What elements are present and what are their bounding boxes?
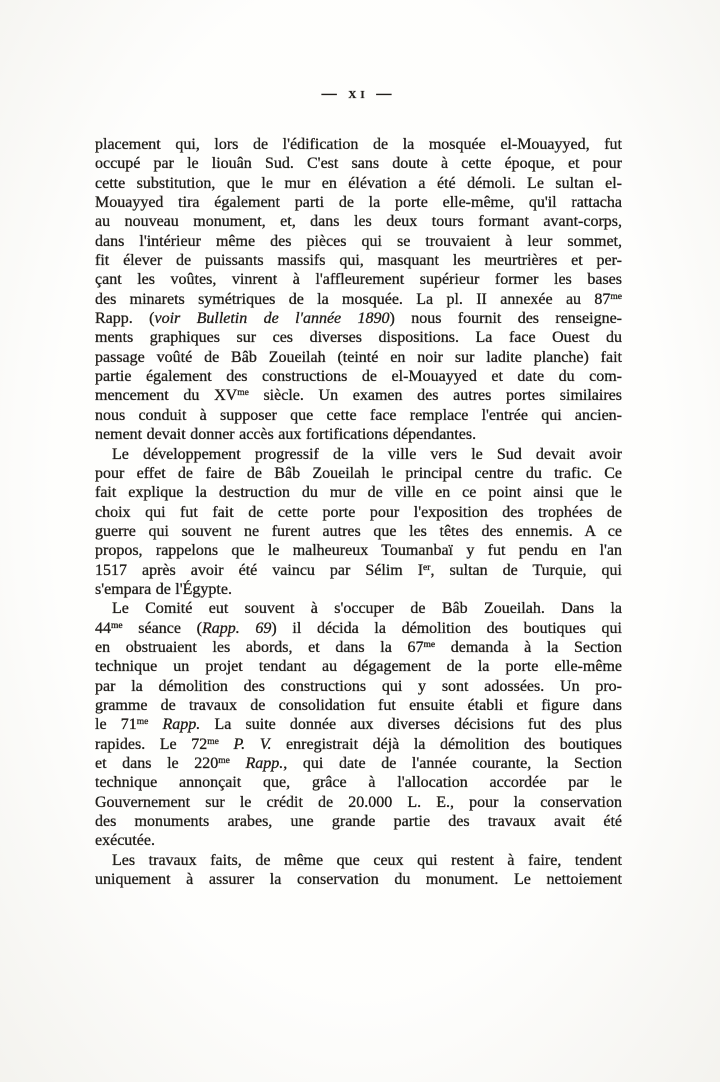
text-line: s'empara de l'Égypte. xyxy=(95,580,232,598)
text-line: fait explique la destruction du mur de ville en ce point ainsi que le xyxy=(95,484,622,502)
text-line: ments graphiques sur ces diverses dispositions. La face Ouest du xyxy=(95,329,622,347)
text-line: au nouveau monument, et, dans les deux tours formant avant-corps, xyxy=(95,213,622,231)
text-line: gramme de travaux de consolidation fut ensuite établi et figure dans xyxy=(95,696,622,714)
text-line: placement qui, lors de l'édification de la mosquée el-Mouayyed, fut xyxy=(95,136,622,153)
text-line: Gouvernement sur le crédit de 20.000 L. E., pour la conservation xyxy=(95,793,622,811)
text-line: Rapp. (voir Bulletin de l'année 1890) nous fournit des renseigne- xyxy=(95,310,623,328)
text-line: nement devait donner accès aux fortifications dépendantes. xyxy=(95,426,477,444)
text-line: technique annonçait que, grâce à l'allocation accordée par le xyxy=(95,774,622,792)
text-line: des monuments arabes, une grande partie des travaux avait été xyxy=(95,813,622,831)
text-line: en obstruaient les abords, et dans la $67^{me}$ demanda à la Section xyxy=(95,638,623,656)
text-line: Le Comité eut souvent à s'occuper de Bâb Zoueilah. Dans la xyxy=(112,600,622,618)
paragraph xyxy=(95,135,622,445)
text-line: $44^{me}$ séance (Rapp. 69) il décida la démolition des boutiques qui xyxy=(95,619,622,637)
text-line: propos, rappelons que le malheureux Toumanbaï y fut pendu en l'an xyxy=(95,542,622,560)
text-line: occupé par le liouân Sud. C'est sans doute à cette époque, et pour xyxy=(95,155,622,173)
text-line: guerre qui souvent ne furent autres que les têtes des ennemis. A ce xyxy=(95,522,622,540)
text-line: cette substitution, que le mur en élévation a été démoli. Le sultan el- xyxy=(95,174,622,192)
text-line: mencement du $XV^{me}$ siècle. Un examen des autres portes similaires xyxy=(95,387,622,405)
text-line: 1517 après avoir été vaincu par Sélim Ier, sultan de Turquie, qui xyxy=(95,561,623,579)
text-line: nous conduit à supposer que cette face remplace l'entrée qui ancien- xyxy=(95,406,622,424)
text-line: Les travaux faits, de même que ceux qui restent à faire, tendent xyxy=(112,851,622,869)
text-line: pour effet de faire de Bâb Zoueilah le principal centre du trafic. Ce xyxy=(95,464,622,482)
text-line: le $71^{me}$ Rapp. La suite donnée aux diverses décisions fut des plus xyxy=(95,716,623,734)
text-line: çant les voûtes, vinrent à l'affleurement supérieur former les bases xyxy=(95,271,622,289)
text-line: et dans le $220^{me}$ Rapp., qui date de l'année courante, la Section xyxy=(95,755,623,772)
text-line: choix qui fut fait de cette porte pour l'exposition des trophées de xyxy=(95,503,622,521)
text-line: des minarets symétriques de la mosquée. La pl. II annexée au $87^{me}$ xyxy=(95,290,622,308)
text-line: par la démolition des constructions qui y sont adossées. Un pro- xyxy=(95,677,622,695)
paragraph xyxy=(95,445,622,600)
page-number-header: — xi — xyxy=(321,86,396,102)
text-line: exécutée. xyxy=(95,832,155,850)
page-text xyxy=(95,135,622,889)
text-line: partie également des constructions de el-Mouayyed et date du com- xyxy=(95,368,622,386)
text-line: Le développement progressif de la ville vers le Sud devait avoir xyxy=(112,445,622,463)
paragraph xyxy=(95,851,622,890)
text-line: uniquement à assurer la conservation du monument. Le nettoiement xyxy=(95,871,622,889)
text-line: Mouayyed tira également parti de la porte elle-même, qu'il rattacha xyxy=(95,194,622,212)
text-line: dans l'intérieur même des pièces qui se trouvaient à leur sommet, xyxy=(95,232,622,250)
paragraph xyxy=(95,599,622,850)
text-line: fit élever de puissants massifs qui, masquant les meurtrières et per- xyxy=(95,252,622,270)
text-line: passage voûté de Bâb Zoueilah (teinté en noir sur ladite planche) fait xyxy=(95,348,622,366)
text-line: rapides. Le $72^{me}$ P. V. enregistrait déjà la démolition des boutiques xyxy=(95,735,623,753)
text-line: technique un projet tendant au dégagement de la porte elle-même xyxy=(95,658,622,676)
